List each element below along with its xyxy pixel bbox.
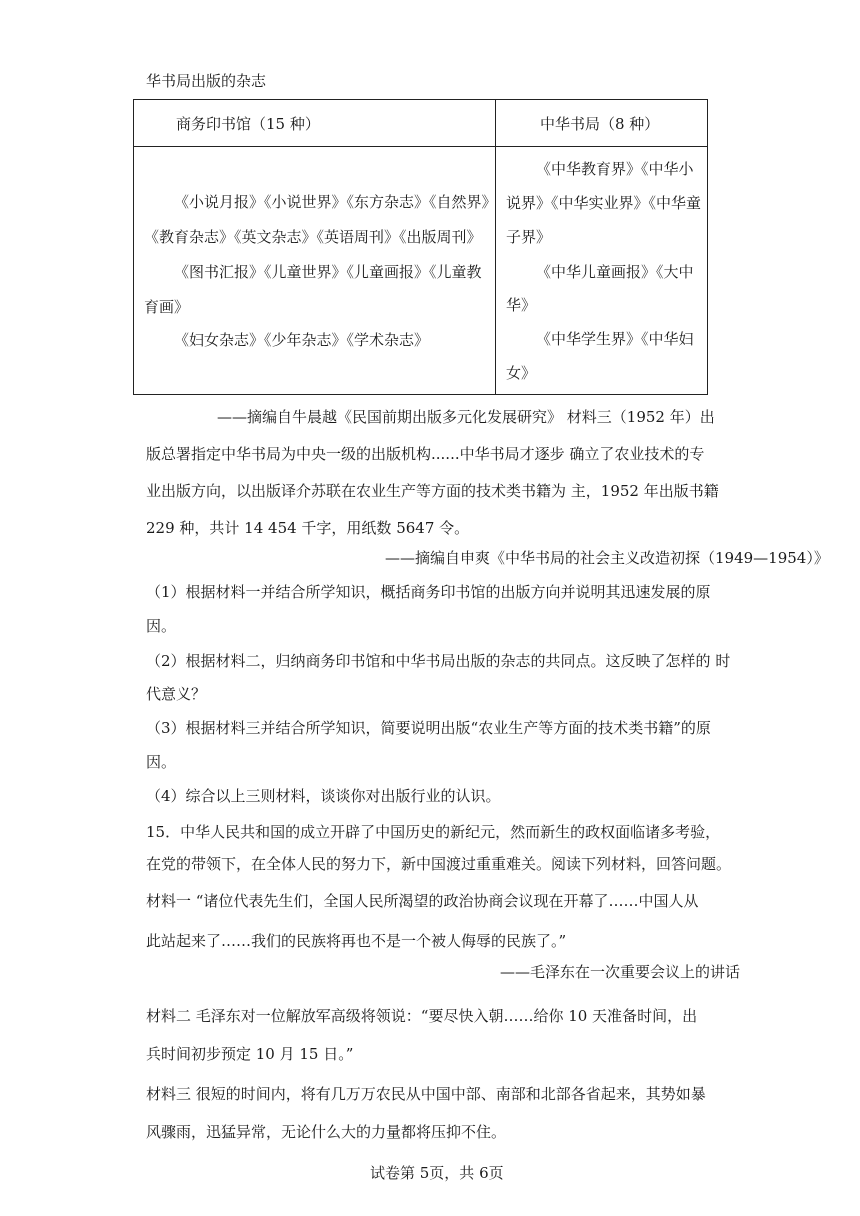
question-line: （3）根据材料三并结合所学知识，简要说明出版“农业生产等方面的技术类书籍”的原 — [146, 719, 711, 737]
table-cell-zhonghua-list — [496, 147, 708, 395]
question-15-line: 在党的带领下，在全体人民的努力下，新中国渡过重重难关。阅读下列材料，回答问题。 — [146, 855, 732, 873]
material-three-line: 229 种，共计 14 454 千字，用纸数 5647 令。 — [146, 519, 470, 537]
magazine-table — [133, 99, 708, 395]
question-line: 因。 — [146, 753, 177, 771]
table-header-commercial-press: 商务印书馆（15 种） — [134, 100, 496, 147]
list-item: 华》 — [506, 296, 537, 314]
question-line: 因。 — [146, 617, 177, 635]
material-one-line: 此站起来了……我们的民族将再也不是一个被人侮辱的民族了。” — [146, 932, 567, 950]
question-line: （1）根据材料一并结合所学知识，概括商务印书馆的出版方向并说明其迅速发展的原 — [146, 583, 711, 601]
list-item: 育画》 — [144, 298, 190, 316]
material-three-line: 版总署指定中华书局为中央一级的出版机构......中华书局才逐步 确立了农业技术的专 — [146, 445, 705, 463]
list-item: 《图书汇报》《儿童世界》《儿童画报》《儿童教 — [174, 263, 482, 281]
list-item: 说界》《中华实业界》《中华童 — [506, 194, 702, 212]
source-line: ——毛泽东在一次重要会议上的讲话 — [500, 963, 741, 981]
source-line: ——摘编自牛晨越《民国前期出版多元化发展研究》 材料三（1952 年）出 — [217, 408, 715, 426]
material-one-line: 材料一 “诸位代表先生们，全国人民所渴望的政治协商会议现在开幕了……中国人从 — [146, 892, 699, 910]
list-item: 《中华学生界》《中华妇 — [536, 330, 694, 348]
list-item: 《教育杂志》《英文杂志》《英语周刊》《出版周刊》 — [144, 228, 482, 246]
material-three-line: 业出版方向，以出版译介苏联在农业生产等方面的技术类书籍为 主，1952 年出版书籍 — [146, 482, 719, 500]
question-line: （2）根据材料二，归纳商务印书馆和中华书局出版的杂志的共同点。这反映了怎样的 时 — [146, 652, 731, 670]
list-item: 《小说月报》《小说世界》《东方杂志》《自然界》 — [174, 193, 497, 211]
page-footer: 试卷第 5页，共 6页 — [370, 1164, 504, 1182]
list-item: 《妇女杂志》《少年杂志》《学术杂志》 — [174, 331, 430, 349]
list-item: 《中华儿童画报》《大中 — [536, 263, 694, 281]
material-two-line: 材料二 毛泽东对一位解放军高级将领说：“要尽快入朝……给你 10 天准备时间，出 — [146, 1007, 698, 1025]
caption-line: 华书局出版的杂志 — [146, 72, 267, 90]
material-three-line: 材料三 很短的时间内，将有几万万农民从中国中部、南部和北部各省起来，其势如暴 — [146, 1085, 706, 1103]
table-header-zhonghua: 中华书局（8 种） — [496, 100, 708, 147]
question-line: （4）综合以上三则材料，谈谈你对出版行业的认识。 — [146, 787, 501, 805]
material-three-line: 风骤雨，迅猛异常，无论什么大的力量都将压抑不住。 — [146, 1123, 507, 1141]
list-item: 女》 — [506, 364, 537, 382]
table-cell-commercial-press-list — [134, 147, 496, 395]
list-item: 《中华教育界》《中华小 — [536, 160, 694, 178]
list-item: 子界》 — [506, 228, 552, 246]
source-line: ——摘编自申爽《中华书局的社会主义改造初探（1949—1954）》 — [385, 549, 829, 567]
question-line: 代意义？ — [146, 685, 207, 703]
question-15-line: 15．中华人民共和国的成立开辟了中国历史的新纪元，然而新生的政权面临诸多考验， — [146, 823, 721, 841]
material-two-line: 兵时间初步预定 10 月 15 日。” — [146, 1045, 354, 1063]
